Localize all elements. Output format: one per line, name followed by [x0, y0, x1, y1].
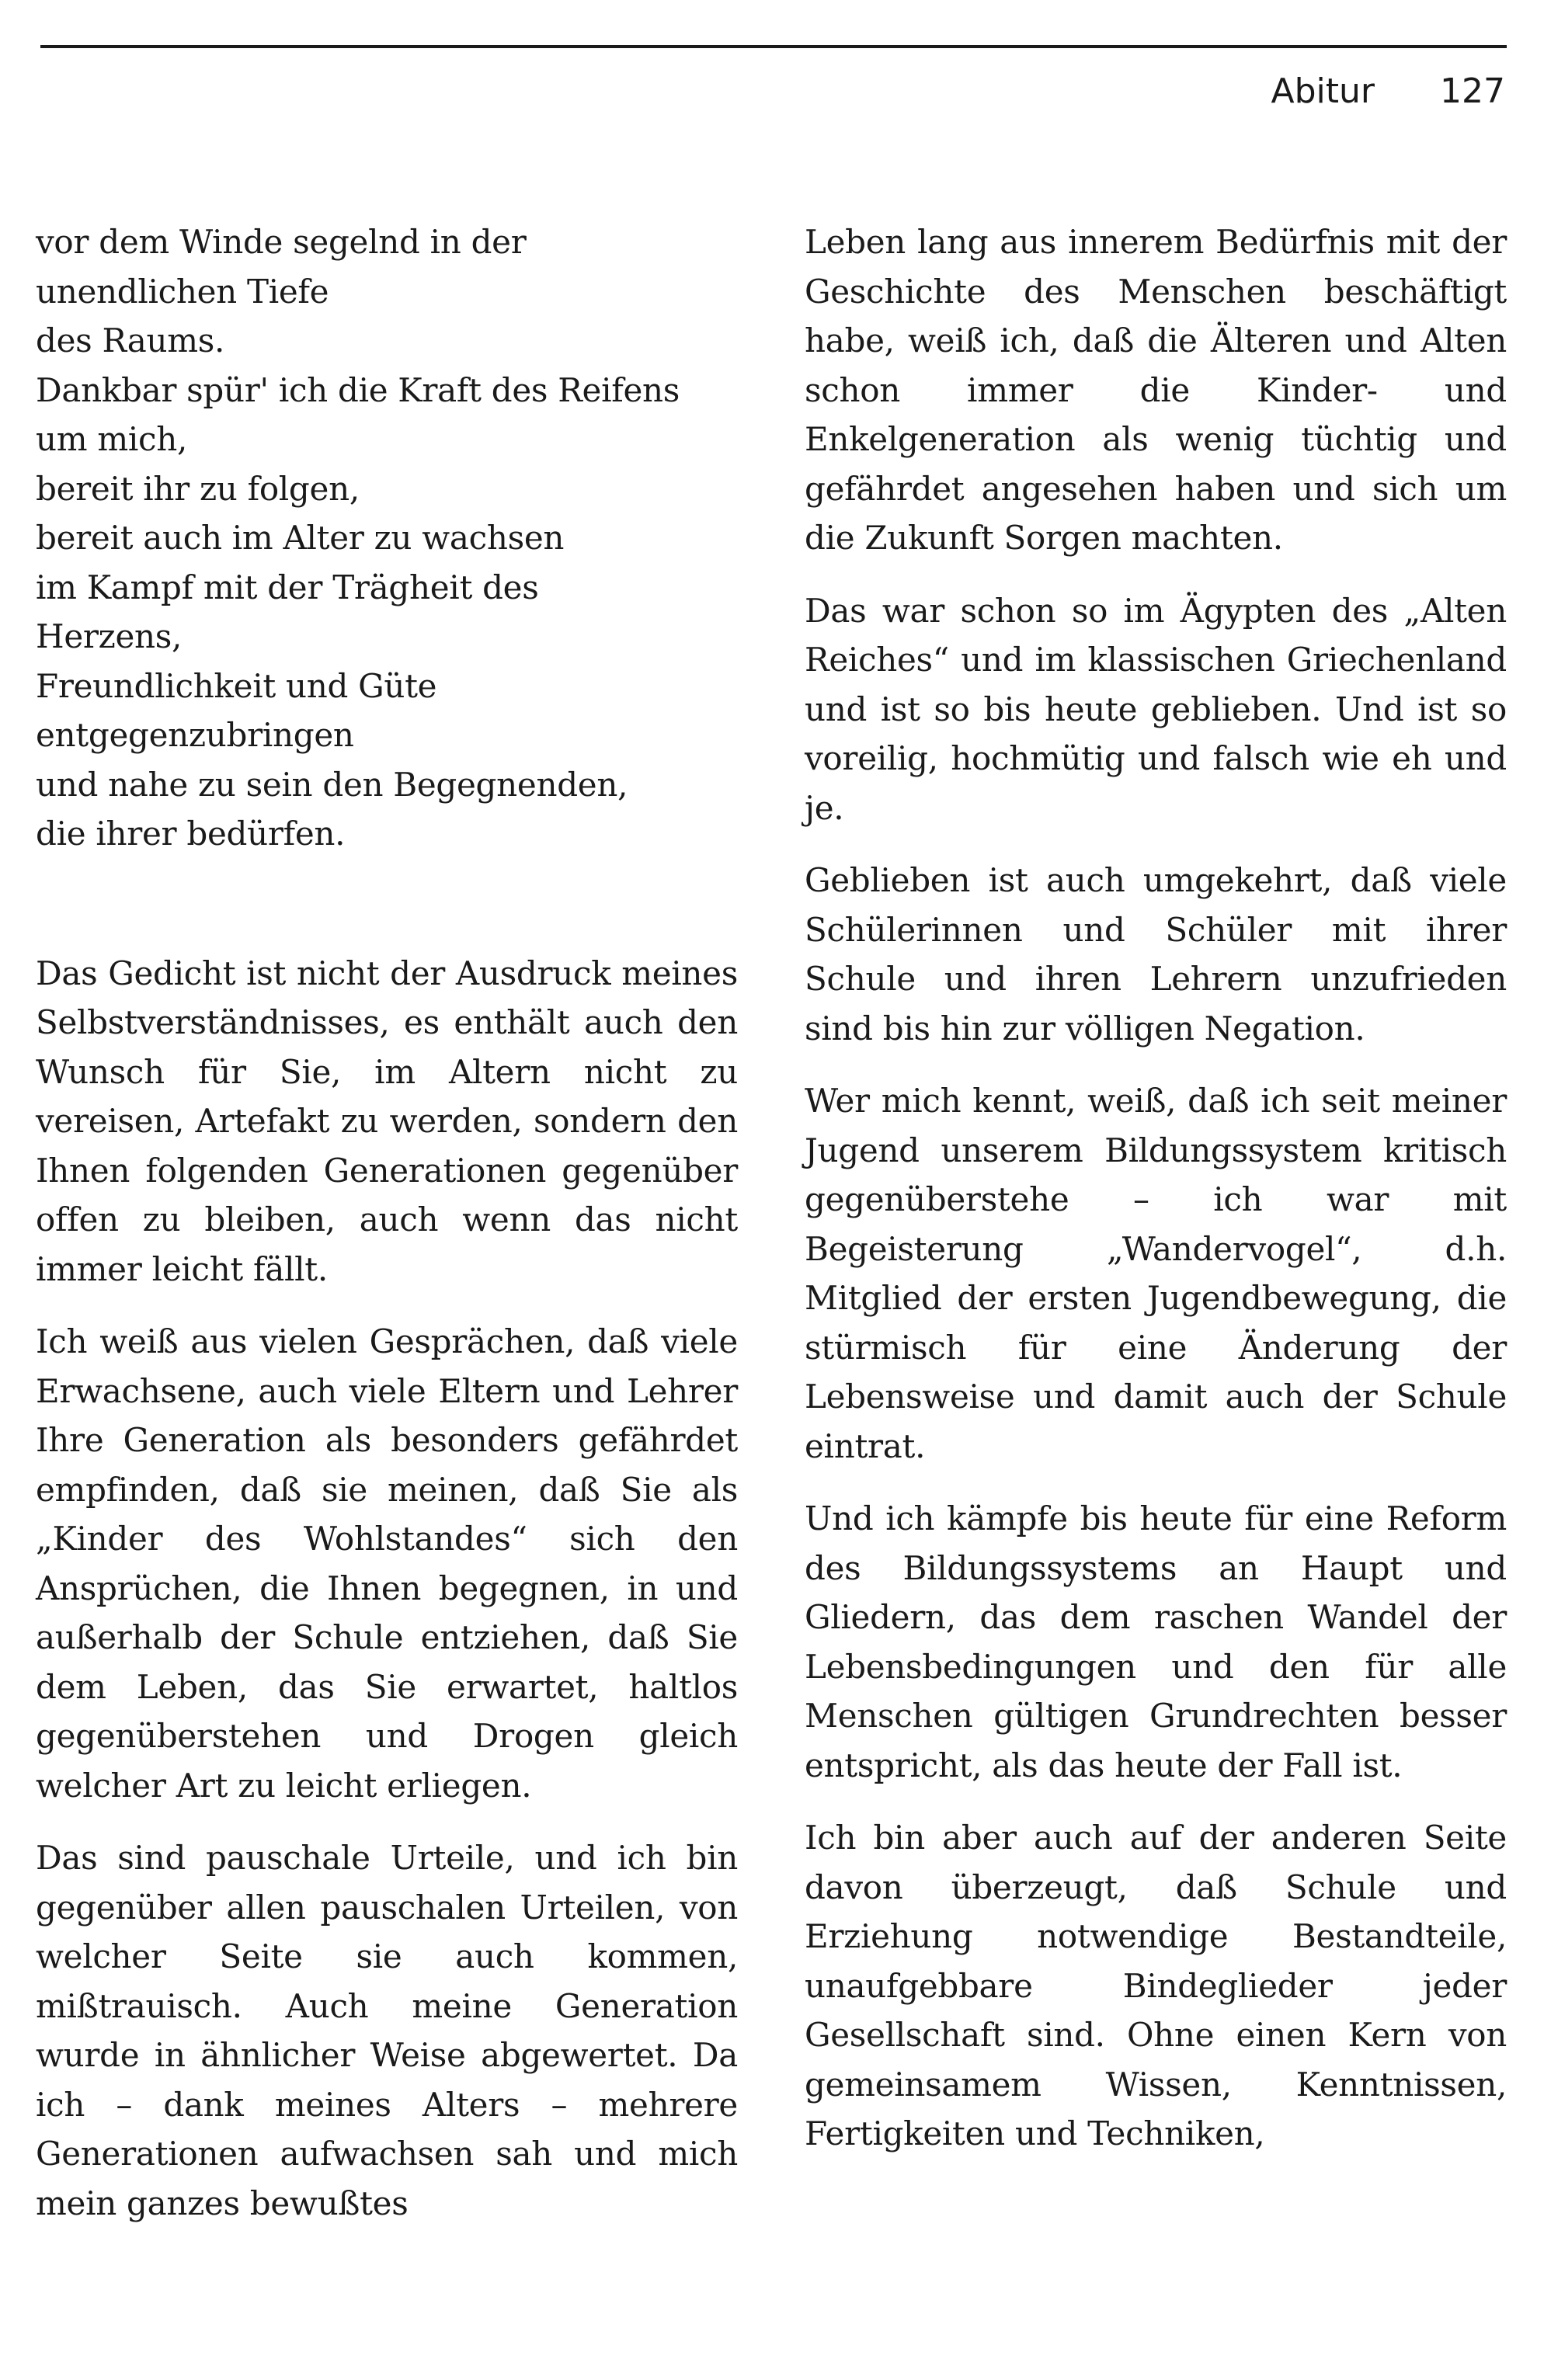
left-column	[36, 217, 738, 2228]
body-paragraph: Und ich kämpfe bis heute für eine Reform des Bildungssystems an Haupt und Gliedern, das dem raschen Wandel der Lebensbedingungen und den für alle Menschen gültigen Grundrechten besser entspricht, als das heute der Fall ist.	[805, 1499, 1507, 1784]
right-column	[805, 217, 1507, 2159]
poem-line: vor dem Winde segelnd in der	[36, 223, 527, 261]
poem-line: Dankbar spür' ich die Kraft des Reifens	[36, 370, 680, 409]
section-title: Abitur	[1271, 71, 1375, 111]
poem	[36, 217, 738, 859]
poem-line: des Raums.	[36, 321, 225, 360]
body-paragraph: Das Gedicht ist nicht der Ausdruck meines Selbstverständnisses, es enthält auch den Wunsch für Sie, im Altern nicht zu vereisen, Artefakt zu werden, sondern den Ihnen folgenden Generationen gegenüber offen zu bleiben, auch wenn das nicht immer leicht fällt.	[36, 954, 738, 1288]
body-paragraph: Ich bin aber auch auf der anderen Seite davon überzeugt, daß Schule und Erziehung notwendige Bestandteile, unaufgebbare Bindeglieder jeder Gesellschaft sind. Ohne einen Kern von gemeinsamem Wissen, Kenntnissen, Fertigkeiten und Techniken,	[805, 1819, 1507, 2152]
body-paragraph: Das sind pauschale Urteile, und ich bin gegenüber allen pauschalen Urteilen, von welcher Seite sie auch kommen, mißtrauisch. Auch meine Generation wurde in ähnlicher Weise abgewertet. Da ich – dank meines Alters – mehrere Generationen aufwachsen sah und mich mein ganzes bewußtes	[36, 1839, 738, 2222]
top-rule	[40, 45, 1507, 48]
running-head	[1271, 70, 1505, 113]
poem-line: bereit auch im Alter zu wachsen	[36, 519, 565, 557]
poem-line: um mich,	[36, 420, 188, 458]
poem-line: Freundlichkeit und Güte	[36, 666, 437, 705]
poem-line: die ihrer bedürfen.	[36, 815, 346, 853]
page-number: 127	[1440, 71, 1505, 111]
poem-line: Herzens,	[36, 617, 183, 655]
body-paragraph: Ich weiß aus vielen Gesprächen, daß viele Erwachsene, auch viele Eltern und Lehrer Ihre Generation als besonders gefährdet empfinden, daß sie meinen, daß Sie als „Kinder des Wohlstandes“ sich den Ansprüchen, die Ihnen begegnen, in und außerhalb der Schule entziehen, daß Sie dem Leben, das Sie erwartet, haltlos gegenüberstehen und Drogen gleich welcher Art zu leicht erliegen.	[36, 1322, 738, 1805]
poem-line: im Kampf mit der Trägheit des	[36, 568, 539, 606]
body-paragraph: Wer mich kennt, weiß, daß ich seit meiner Jugend unserem Bildungssystem kritisch gegenüberstehe – ich war mit Begeisterung „Wandervogel“, d.h. Mitglied der ersten Jugendbewegung, die stürmisch für eine Änderung der Lebensweise und damit auch der Schule eintrat.	[805, 1082, 1507, 1465]
body-paragraph: Leben lang aus innerem Bedürfnis mit der Geschichte des Menschen beschäftigt habe, weiß ich, daß die Älteren und Alten schon immer die Kinder- und Enkelgeneration als wenig tüchtig und gefährdet angesehen haben und sich um die Zukunft Sorgen machten.	[805, 223, 1507, 557]
poem-line: entgegenzubringen	[36, 716, 354, 754]
poem-line: unendlichen Tiefe	[36, 272, 329, 311]
poem-line: und nahe zu sein den Begegnenden,	[36, 765, 628, 804]
body-paragraph: Geblieben ist auch umgekehrt, daß viele Schülerinnen und Schüler mit ihrer Schule und ihren Lehrern unzufrieden sind bis hin zur völligen Negation.	[805, 861, 1507, 1048]
body-paragraph: Das war schon so im Ägypten des „Alten Reiches“ und im klassischen Griechenland und ist so bis heute geblieben. Und ist so voreilig, hochmütig und falsch wie eh und je.	[805, 591, 1507, 827]
poem-line: bereit ihr zu folgen,	[36, 469, 360, 508]
